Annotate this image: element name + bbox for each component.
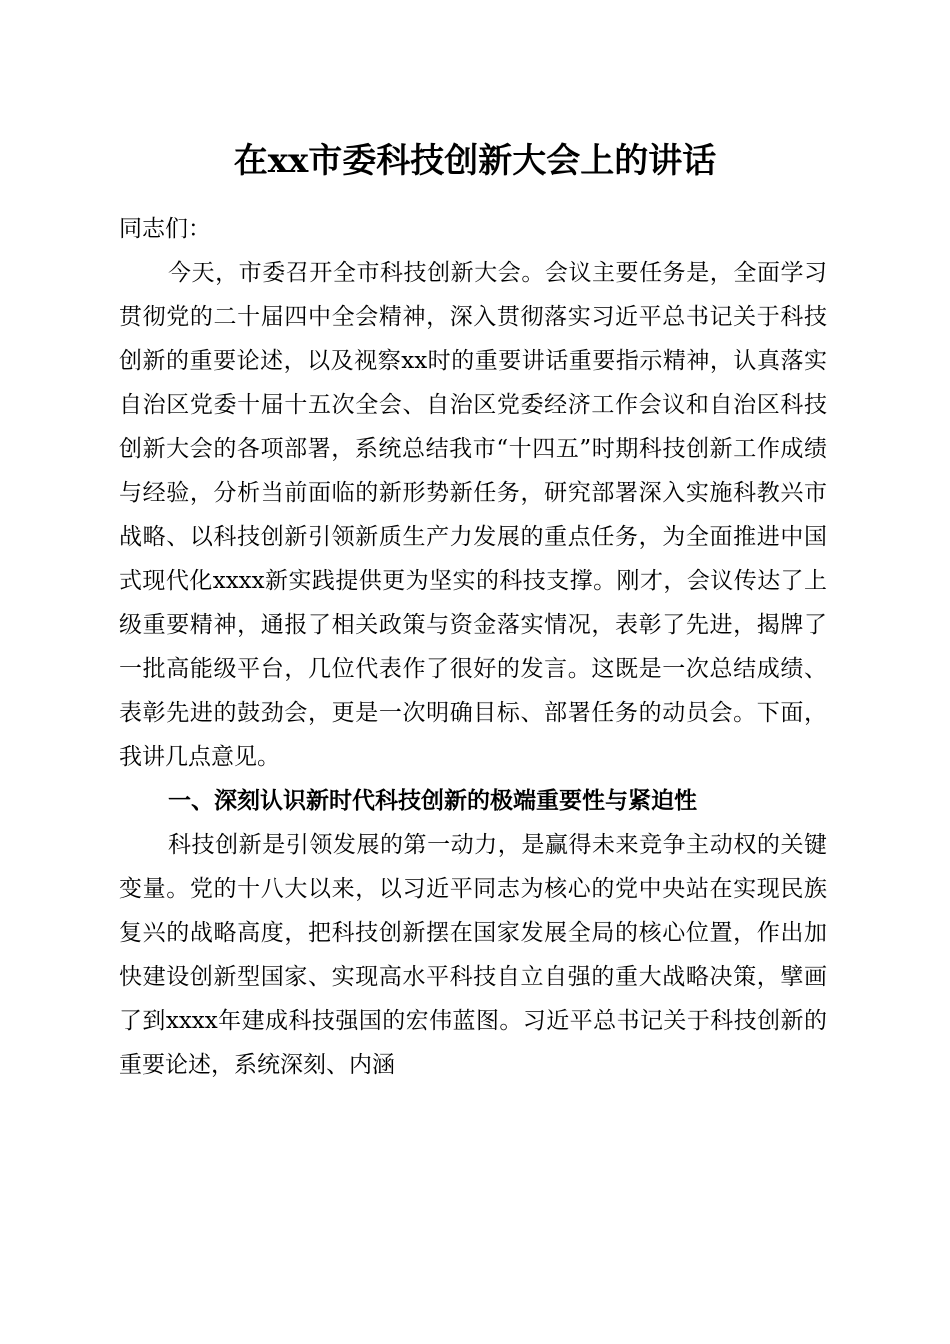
salutation: 同志们：: [119, 216, 211, 242]
paragraph-intro: 今天，市委召开全市科技创新大会。会议主要任务是，全面学习贯彻党的二十届四中全会精神，深入贯彻落实习近平总书记关于科技创新的重要论述，以及视察xx时的重要讲话重要指示精神，认真落实自治区党委十届十五次全会、自治区党委经济工作会议和自治区科技创新大会的各项部署，系统总结我市“十四五”时期科技创新工作成绩与经验，分析当前面临的新形势新任务，研究部署深入实施科教兴市战略、以科技创新引领新质生产力发展的重点任务，为全面推进中国式现代化xxxx新实践提供更为坚实的科技支撑。刚才，会议传达了上级重要精神，通报了相关政策与资金落实情况，表彰了先进，揭牌了一批高能级平台，几位代表作了很好的发言。这既是一次总结成绩、表彰先进的鼓劲会，更是一次明确目标、部署任务的动员会。下面，我讲几点意见。: [119, 260, 827, 770]
document-body: [119, 207, 827, 1087]
section-heading-1: 一、深刻认识新时代科技创新的极端重要性与紧迫性: [168, 788, 697, 814]
page-title: 在xx市委科技创新大会上的讲话: [233, 141, 717, 181]
paragraph-section-1: 科技创新是引领发展的第一动力，是赢得未来竞争主动权的关键变量。党的十八大以来，以习近平同志为核心的党中央站在实现民族复兴的战略高度，把科技创新摆在国家发展全局的核心位置，作出加快建设创新型国家、实现高水平科技自立自强的重大战略决策，擘画了到xxxx年建成科技强国的宏伟蓝图。习近平总书记关于科技创新的重要论述，系统深刻、内涵: [119, 832, 827, 1078]
